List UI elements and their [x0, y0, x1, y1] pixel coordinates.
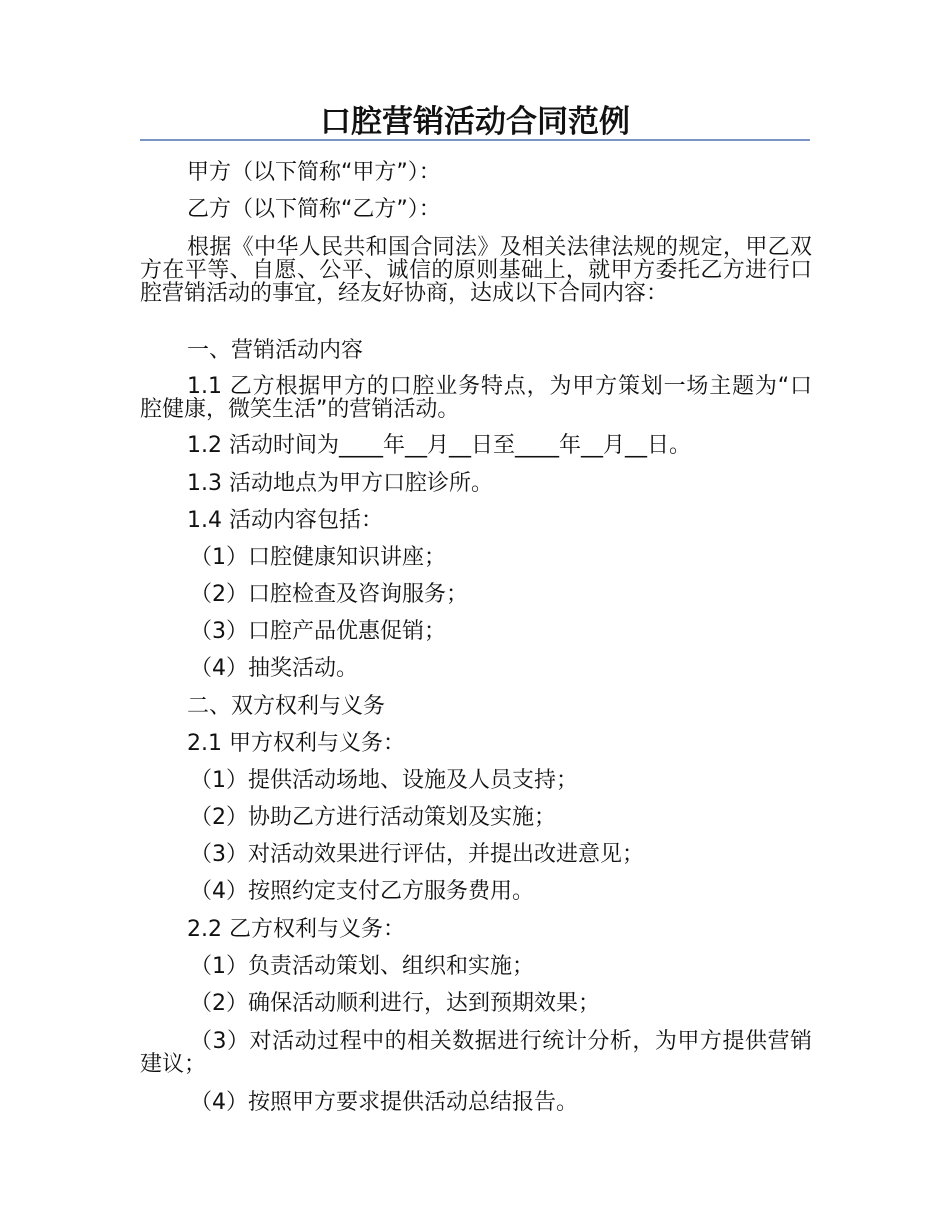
list-item: （4）按照约定支付乙方服务费用。 [190, 879, 534, 904]
clause-1-2: 1.2 活动时间为____年__月__日至____年__月__日。 [187, 433, 691, 458]
list-item: （1）提供活动场地、设施及人员支持； [190, 768, 578, 793]
list-item: （3）口腔产品优惠促销； [190, 619, 446, 644]
clause-1-1: 1.1 乙方根据甲方的口腔业务特点，为甲方策划一场主题为“口腔健康，微笑生活”的营销活动。 [140, 374, 812, 422]
list-item: （1）负责活动策划、组织和实施； [190, 954, 534, 979]
list-item: （4）抽奖活动。 [190, 656, 358, 681]
clause-1-3: 1.3 活动地点为甲方口腔诊所。 [187, 471, 493, 496]
section-2-heading: 二、双方权利与义务 [187, 694, 386, 719]
list-item: （4）按照甲方要求提供活动总结报告。 [190, 1090, 578, 1115]
clause-1-4: 1.4 活动内容包括： [187, 508, 383, 533]
party-a-line: 甲方（以下简称“甲方”）： [187, 160, 441, 185]
list-item: （2）协助乙方进行活动策划及实施； [190, 805, 556, 830]
party-b-line: 乙方（以下简称“乙方”）： [187, 197, 441, 222]
list-item: （1）口腔健康知识讲座； [190, 545, 446, 570]
clause-2-1: 2.1 甲方权利与义务： [187, 731, 405, 756]
preamble-paragraph: 根据《中华人民共和国合同法》及相关法律法规的规定，甲乙双方在平等、自愿、公平、诚信的原则基础上，就甲方委托乙方进行口腔营销活动的事宜，经友好协商，达成以下合同内容： [140, 235, 812, 306]
list-item: （2）确保活动顺利进行，达到预期效果； [190, 991, 600, 1016]
list-item: （2）口腔检查及咨询服务； [190, 582, 468, 607]
list-item: （3）对活动效果进行评估，并提出改进意见； [190, 842, 644, 867]
section-1-heading: 一、营销活动内容 [187, 338, 364, 363]
title-underline [140, 139, 810, 141]
clause-2-2: 2.2 乙方权利与义务： [187, 917, 405, 942]
list-item-wrapped: （3）对活动过程中的相关数据进行统计分析，为甲方提供营销建议； [140, 1029, 812, 1077]
document-title: 口腔营销活动合同范例 [320, 104, 630, 140]
